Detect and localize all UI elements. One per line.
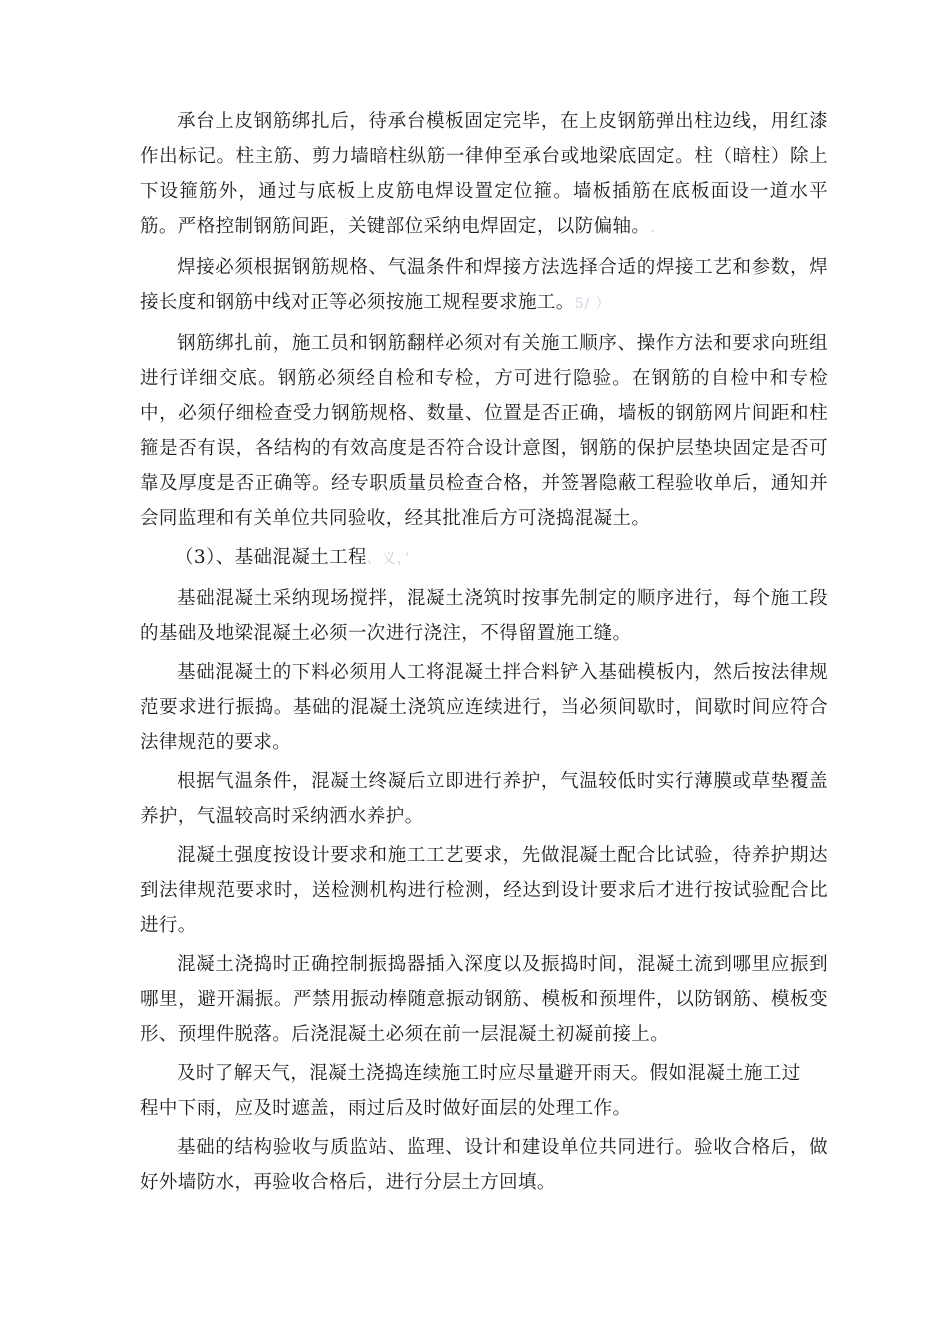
paragraph-text: 焊接必须根据钢筋规格、气温条件和焊接方法选择合适的焊接工艺和参数，焊接长度和钢筋中线对正等必须按施工规程要求施工。	[140, 257, 828, 313]
section-heading-text: （3）、基础混凝土工程	[175, 547, 367, 568]
scan-artifact: 5/ ）	[574, 296, 611, 312]
paragraph-text: 承台上皮钢筋绑扎后，待承台模板固定完毕，在上皮钢筋弹出柱边线，用红漆作出标记。柱主筋、剪力墙暗柱纵筋一律伸至承台或地梁底固定。柱（暗柱）除上下设箍筋外，通过与底板上皮筋电焊设置定位箍。墙板插筋在底板面设一道水平筋。严格控制钢筋间距，关键部位采纳电焊固定，以防偏轴。	[140, 111, 828, 237]
section-heading	[140, 540, 828, 577]
paragraph-rebar-binding	[140, 104, 828, 246]
paragraph-welding	[140, 250, 828, 322]
paragraph-weather	[140, 1056, 828, 1126]
scan-artifact: 、义，’	[366, 551, 411, 567]
paragraph-weather-line-1: 及时了解天气，混凝土浇捣连续施工时应尽量避开雨天。假如混凝土施工过	[177, 1063, 801, 1084]
paragraph-vibration: 混凝土浇捣时正确控制振捣器插入深度以及振捣时间，混凝土流到哪里应振到哪里，避开漏振。严禁用振动棒随意振动钢筋、模板和预埋件，以防钢筋、模板变形、预埋件脱落。后浇混凝土必须在前一层混凝土初凝前接上。	[140, 954, 828, 1045]
paragraph-strength-test: 混凝土强度按设计要求和施工工艺要求，先做混凝土配合比试验，待养护期达到法律规范要求时，送检测机构进行检测，经达到设计要求后才进行按试验配合比进行。	[140, 845, 828, 936]
document-page	[140, 104, 828, 1204]
paragraph-pouring: 基础混凝土的下料必须用人工将混凝土拌合料铲入基础模板内，然后按法律规范要求进行振捣。基础的混凝土浇筑应连续进行，当必须间歇时，间歇时间应符合法律规范的要求。	[140, 662, 828, 753]
paragraph-curing: 根据气温条件，混凝土终凝后立即进行养护，气温较低时实行薄膜或草垫覆盖养护，气温较高时采纳洒水养护。	[140, 771, 828, 827]
paragraph-acceptance: 基础的结构验收与质监站、监理、设计和建设单位共同进行。验收合格后，做好外墙防水，再验收合格后，进行分层土方回填。	[140, 1137, 828, 1193]
paragraph-mixing: 基础混凝土采纳现场搅拌，混凝土浇筑时按事先制定的顺序进行，每个施工段的基础及地梁混凝土必须一次进行浇注，不得留置施工缝。	[140, 588, 828, 644]
paragraph-inspection	[140, 326, 828, 536]
paragraph-weather-line-2: 程中下雨，应及时遮盖，雨过后及时做好面层的处理工作。	[140, 1098, 632, 1119]
paragraph-text: 钢筋绑扎前，施工员和钢筋翻样必须对有关施工顺序、操作方法和要求向班组进行详细交底。钢筋必须经自检和专检，方可进行隐验。在钢筋的自检中和专检中，必须仔细检查受力钢筋规格、数量、位置是否正确，墙板的钢筋网片间距和柱箍是否有误，各结构的有效高度是否符合设计意图，钢筋的保护层垫块固定是否可靠及厚度是否正确等。经专职质量员检查合格，并签署隐蔽工程验收单后，通知并会同监理和有关单位共同验收，经其批准后方可浇捣混凝土。	[140, 333, 828, 529]
scan-artifact: .	[650, 220, 656, 236]
